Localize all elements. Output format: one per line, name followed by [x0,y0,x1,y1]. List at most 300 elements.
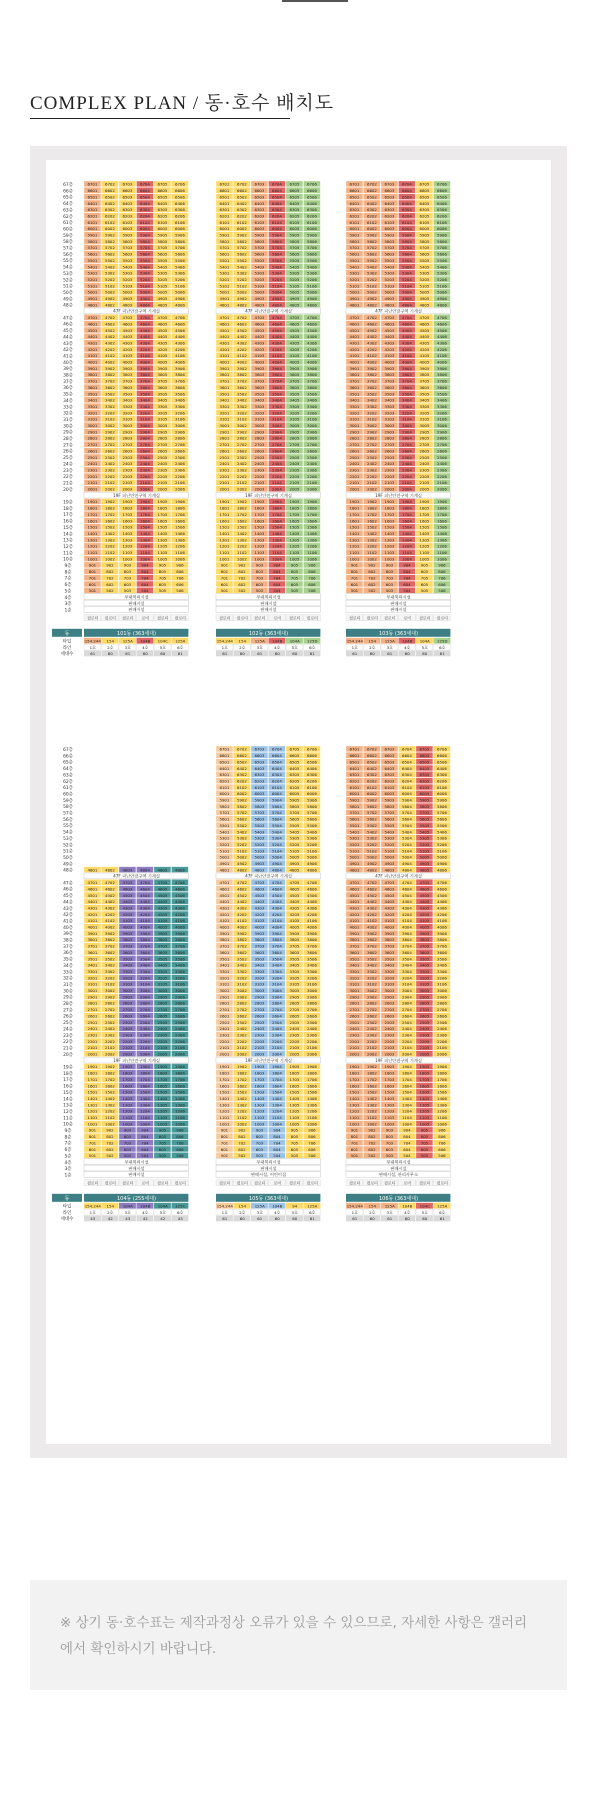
unit-number: 5705 [419,245,430,251]
unit-number: 4304 [401,905,412,911]
unit-number: 3002 [236,423,247,428]
unit-number: 6601 [349,188,360,194]
unit-number: 6306 [436,207,447,213]
unit-number: 6703 [254,181,265,187]
unit-number: 5305 [289,835,300,841]
unit-number: 2606 [306,1013,317,1019]
unit-number: 4902 [366,861,377,866]
unit-number: 3105 [419,416,430,422]
unit-number: 3202 [104,975,115,981]
unit-number: 602 [238,581,246,587]
unit-number: 6304 [401,772,412,778]
unit-number: 2101 [349,1045,360,1051]
pilotis-label: 필로티 [157,615,169,621]
unit-number: 5606 [306,816,317,822]
unit-number: 2505 [157,1019,168,1025]
unit-number: 2401 [219,461,230,467]
unit-number: 5003 [254,289,265,295]
unit-number: 902 [238,562,246,568]
unit-number: 1601 [219,1083,230,1089]
unit-number: 3906 [436,930,447,936]
unit-number: 6206 [436,213,447,219]
unit-number: 5704 [401,810,412,816]
unit-number: 4301 [219,340,230,346]
unit-number: 1505 [289,524,300,530]
unit-number: 2303 [384,1032,395,1038]
unit-number: 4704 [401,315,412,321]
unit-number: 3305 [289,403,300,409]
unit-number: 4901 [349,296,360,301]
unit-number: 1606 [174,1083,185,1089]
unit-number: 1404 [271,1095,282,1101]
unit-households: 61 [309,1216,315,1222]
unit-number: 6305 [157,207,168,213]
unit-number: 701 [350,1140,359,1146]
floor-label: 22층 [63,1040,73,1046]
unit-number: 1504 [271,524,282,530]
floor-label: 4층 [64,595,72,601]
floor-label: 27층 [63,1008,73,1014]
unit-number: 4305 [157,905,168,911]
unit-number: 704 [273,575,281,581]
unit-number: 5601 [349,251,360,257]
unit-number: 5302 [104,270,115,276]
unit-number: 2301 [87,467,98,473]
unit-number: 803 [123,1134,132,1140]
unit-number: 6301 [87,207,98,213]
unit-number: 2106 [306,480,317,486]
unit-number: 6501 [349,194,360,200]
unit-number: 2006 [306,486,317,492]
unit-number: 2102 [366,480,377,486]
unit-number: 2405 [419,461,430,467]
floor-label: 22층 [63,475,73,481]
unit-number: 5005 [289,289,300,295]
unit-number: 2202 [104,473,115,479]
floor-label: 8층 [64,570,72,576]
unit-number: 801 [350,569,359,575]
unit-number: 1706 [306,511,317,517]
unit-number: 1605 [157,1083,168,1089]
unit-number: 2901 [219,429,230,435]
unit-number: 4201 [87,911,98,917]
unit-number: 1105 [419,1115,430,1120]
unit-number: 2903 [384,994,395,1000]
unit-number: 6701 [219,746,230,752]
unit-number: 3804 [271,372,282,378]
unit-number: 1703 [384,1076,395,1082]
unit-number: 5603 [384,251,395,257]
unit-number: 1703 [254,1076,265,1082]
unit-number: 5401 [219,829,230,835]
unit-number: 3206 [436,975,447,981]
unit-number: 504 [273,1153,281,1159]
unit-number: 6106 [436,219,447,225]
unit-number: 1203 [122,543,133,549]
unit-number: 2601 [219,448,230,454]
unit-number: 6706 [306,746,317,752]
unit-number: 1802 [236,1070,247,1076]
unit-number: 4002 [104,359,115,365]
unit-number: 6701 [219,181,230,187]
unit-number: 1603 [122,1083,133,1089]
unit-number: 506 [176,588,184,594]
unit-number: 6402 [236,765,247,771]
unit-number: 3005 [289,988,300,993]
unit-number: 2604 [401,448,412,454]
unit-number: 2801 [87,1000,98,1006]
unit-number: 1103 [384,1115,395,1120]
unit-number: 3005 [157,423,168,428]
unit-number: 4205 [289,346,300,352]
unit-number: 2805 [157,1000,168,1006]
unit-number: 2706 [174,1007,185,1013]
unit-number: 4206 [436,911,447,917]
unit-number: 1203 [254,1108,265,1114]
unit-number: 3605 [289,384,300,390]
unit-number: 602 [238,1146,246,1152]
unit-number: 3203 [122,975,133,981]
unit-number: 6005 [157,226,168,232]
unit-number: 6102 [366,219,377,225]
unit-number: 4302 [366,905,377,911]
unit-number: 2103 [384,480,395,486]
unit-number: 2504 [401,1019,412,1025]
unit-number: 2406 [174,1026,185,1032]
unit-number: 1704 [139,1076,150,1082]
floor-label: 11층 [63,551,73,557]
unit-number: 2902 [236,429,247,435]
unit-number: 4604 [401,321,412,327]
floor-label: 16층 [63,519,73,525]
unit-number: 2401 [87,1026,98,1032]
unit-number: 3404 [401,962,412,968]
pilotis-label: 필로티 [254,615,266,621]
unit-number: 1102 [366,550,377,555]
unit-number: 1904 [401,1064,412,1070]
unit-number: 5206 [436,276,447,282]
podium-label: 판매시설, 관리사무소 [378,1172,419,1178]
unit-number: 3005 [419,988,430,993]
unit-number: 2103 [254,1045,265,1051]
unit-number: 2805 [157,435,168,441]
unit-number: 3303 [122,403,133,409]
unit-number: 1102 [366,1115,377,1120]
unit-number: 4706 [174,880,185,886]
unit-number: 5103 [254,283,265,289]
unit-number: 3903 [122,365,133,371]
floor-label: 14층 [63,532,73,538]
unit-number: 2304 [401,467,412,473]
unit-number: 5101 [349,848,360,854]
unit-number: 5102 [236,283,247,289]
unit-number: 6201 [349,778,360,784]
unit-number: 5502 [236,257,247,263]
unit-number: 3304 [401,968,412,974]
unit-number: 6704 [139,181,150,187]
unit-number: 1304 [401,1102,412,1108]
unit-line: 1호 [89,1209,96,1215]
pilotis-label: 필로티 [236,1180,248,1186]
unit-number: 4501 [87,327,98,333]
unit-number: 3203 [122,410,133,416]
unit-number: 4306 [436,340,447,346]
unit-number: 2404 [271,1026,282,1032]
floor-label: 60층 [63,792,73,798]
unit-number: 6406 [174,200,185,206]
unit-number: 3803 [384,937,395,943]
unit-households: 61 [439,651,445,657]
unit-number: 2803 [254,435,265,441]
unit-number: 1603 [254,1083,265,1089]
unit-number: 5503 [254,257,265,263]
unit-number: 5803 [122,238,133,244]
unit-number: 6703 [254,746,265,752]
unit-number: 2701 [87,442,98,448]
unit-number: 1906 [306,1064,317,1070]
unit-number: 1005 [289,1121,300,1127]
unit-number: 2002 [366,486,377,492]
unit-number: 2004 [271,1051,282,1057]
unit-number: 4806 [436,302,447,308]
unit-number: 5304 [401,270,412,276]
unit-number: 6303 [384,772,395,778]
unit-number: 6704 [401,181,412,187]
unit-number: 4101 [349,918,360,924]
podium-label: 부대복리시설 [256,1159,281,1165]
unit-number: 4704 [139,880,150,886]
unit-line: 2호 [239,644,246,650]
unit-number: 801 [88,569,97,575]
unit-number: 2401 [219,1026,230,1032]
unit-number: 3506 [174,391,185,397]
unit-number: 4601 [87,886,98,892]
unit-number: 4503 [384,892,395,898]
unit-number: 5802 [366,238,377,244]
unit-number: 3004 [271,988,282,993]
unit-number: 6002 [236,791,247,797]
unit-number: 1704 [139,511,150,517]
pilotis-label: 필로티 [419,615,431,621]
unit-number: 5705 [157,245,168,251]
unit-number: 2201 [349,1038,360,1044]
unit-number: 2405 [289,1026,300,1032]
unit-number: 4705 [419,315,430,321]
unit-number: 1204 [401,1108,412,1114]
unit-number: 4801 [219,302,230,308]
unit-number: 3204 [271,410,282,416]
unit-number: 5003 [384,854,395,860]
unit-number: 3504 [271,956,282,962]
unit-number: 5106 [436,848,447,854]
unit-number: 2004 [271,486,282,492]
unit-number: 2504 [139,1019,150,1025]
unit-number: 3404 [271,962,282,968]
unit-number: 2103 [122,1045,133,1051]
unit-number: 2904 [271,429,282,435]
floor-label: 15층 [63,1090,73,1096]
unit-number: 1606 [306,1083,317,1089]
unit-number: 3803 [122,372,133,378]
unit-number: 2803 [254,1000,265,1006]
unit-number: 2606 [436,1013,447,1019]
unit-number: 3406 [174,962,185,968]
unit-number: 702 [238,575,246,581]
floor-label: 60층 [63,227,73,233]
unit-number: 4205 [289,911,300,917]
floor-label: 54층 [63,265,73,271]
unit-number: 1004 [139,556,150,562]
unit-number: 5201 [349,841,360,847]
unit-number: 3905 [157,365,168,371]
unit-number: 4801 [87,302,98,308]
unit-number: 3001 [219,423,230,428]
unit-number: 5005 [419,854,430,860]
unit-number: 3201 [349,410,360,416]
unit-number: 3903 [254,365,265,371]
unit-number: 4603 [254,321,265,327]
unit-line: 4호 [274,1209,281,1215]
unit-number: 1906 [174,1064,185,1070]
unit-number: 5802 [104,238,115,244]
unit-number: 2002 [236,1051,247,1057]
unit-number: 4802 [104,867,115,873]
unit-number: 3802 [236,372,247,378]
unit-number: 2706 [306,1007,317,1013]
floor-label: 43층 [63,906,73,912]
unit-number: 1204 [271,1108,282,1114]
unit-number: 5201 [87,276,98,282]
unit-number: 6502 [366,194,377,200]
unit-number: 6401 [349,765,360,771]
unit-number: 905 [158,562,167,568]
unit-number: 3805 [289,937,300,943]
unit-number: 5503 [122,257,133,263]
unit-type: 154.244 [84,1203,101,1209]
unit-number: 4706 [436,880,447,886]
unit-number: 803 [385,569,394,575]
unit-number: 1706 [174,1076,185,1082]
unit-number: 6604 [271,188,282,194]
unit-number: 1501 [87,524,98,530]
unit-number: 2801 [219,1000,230,1006]
unit-number: 3505 [419,391,430,397]
unit-number: 5903 [122,232,133,238]
unit-number: 3801 [219,372,230,378]
unit-number: 3606 [174,384,185,390]
unit-number: 3302 [104,968,115,974]
unit-number: 3104 [271,416,282,422]
pilotis-label: 로비 [403,615,412,621]
unit-number: 4206 [174,911,185,917]
unit-number: 4802 [366,867,377,873]
floor-label: 54층 [63,830,73,836]
unit-number: 2304 [401,1032,412,1038]
unit-number: 6101 [349,219,360,225]
unit-number: 6102 [236,784,247,790]
unit-number: 703 [385,575,394,581]
unit-number: 906 [308,562,316,568]
unit-line: 1호 [221,644,228,650]
unit-number: 1504 [401,1089,412,1095]
unit-number: 1306 [306,1102,317,1108]
unit-number: 3806 [436,372,447,378]
unit-number: 5804 [401,238,412,244]
unit-number: 5702 [366,810,377,816]
unit-number: 1601 [349,1083,360,1089]
unit-number: 5402 [366,829,377,835]
unit-number: 1204 [139,543,150,549]
unit-number: 1102 [236,1115,247,1120]
unit-number: 901 [220,562,229,568]
unit-number: 5205 [419,841,430,847]
unit-number: 3605 [419,949,430,955]
unit-number: 5706 [436,245,447,251]
floor-label: 11층 [63,1116,73,1122]
unit-type: 154 [106,1203,114,1209]
unit-number: 4106 [174,918,185,924]
unit-number: 3103 [122,416,133,422]
unit-number: 4302 [104,340,115,346]
unit-number: 801 [220,569,229,575]
unit-number: 6706 [436,746,447,752]
unit-number: 5603 [384,816,395,822]
refuge-label: 19F 피난안전구역 기계실 [375,492,422,498]
unit-number: 5703 [384,810,395,816]
unit-number: 3406 [306,397,317,403]
unit-households: 61 [222,1216,228,1222]
pilotis-label: 필로티 [436,615,448,621]
unit-number: 6103 [384,219,395,225]
unit-number: 5405 [419,829,430,835]
unit-number: 3704 [401,378,412,384]
unit-number: 6005 [289,226,300,232]
unit-line: 5호 [159,1209,166,1215]
unit-number: 1301 [349,537,360,543]
unit-number: 5505 [289,822,300,828]
unit-number: 1401 [87,530,98,536]
unit-number: 2605 [289,448,300,454]
unit-number: 2303 [254,1032,265,1038]
unit-households: 60 [422,651,428,657]
unit-number: 3705 [157,378,168,384]
floor-label: 21층 [63,1046,73,1052]
unit-number: 2104 [271,1045,282,1051]
unit-number: 2502 [104,1019,115,1025]
unit-number: 1303 [254,1102,265,1108]
unit-number: 5705 [289,245,300,251]
unit-number: 2303 [384,467,395,473]
unit-number: 3303 [122,968,133,974]
unit-number: 6603 [254,753,265,759]
unit-number: 4001 [349,359,360,365]
unit-number: 6601 [349,753,360,759]
unit-number: 6503 [254,194,265,200]
unit-number: 3803 [122,937,133,943]
unit-number: 2606 [306,448,317,454]
unit-number: 2003 [122,1051,133,1057]
unit-number: 5302 [366,270,377,276]
pilotis-label: 필로티 [104,615,116,621]
unit-number: 603 [385,581,394,587]
unit-number: 2602 [236,448,247,454]
unit-number: 4003 [384,924,395,930]
floor-label: 27층 [63,443,73,449]
unit-number: 5404 [271,829,282,835]
unit-number: 3301 [349,403,360,409]
unit-number: 5001 [349,289,360,295]
unit-number: 2805 [419,435,430,441]
